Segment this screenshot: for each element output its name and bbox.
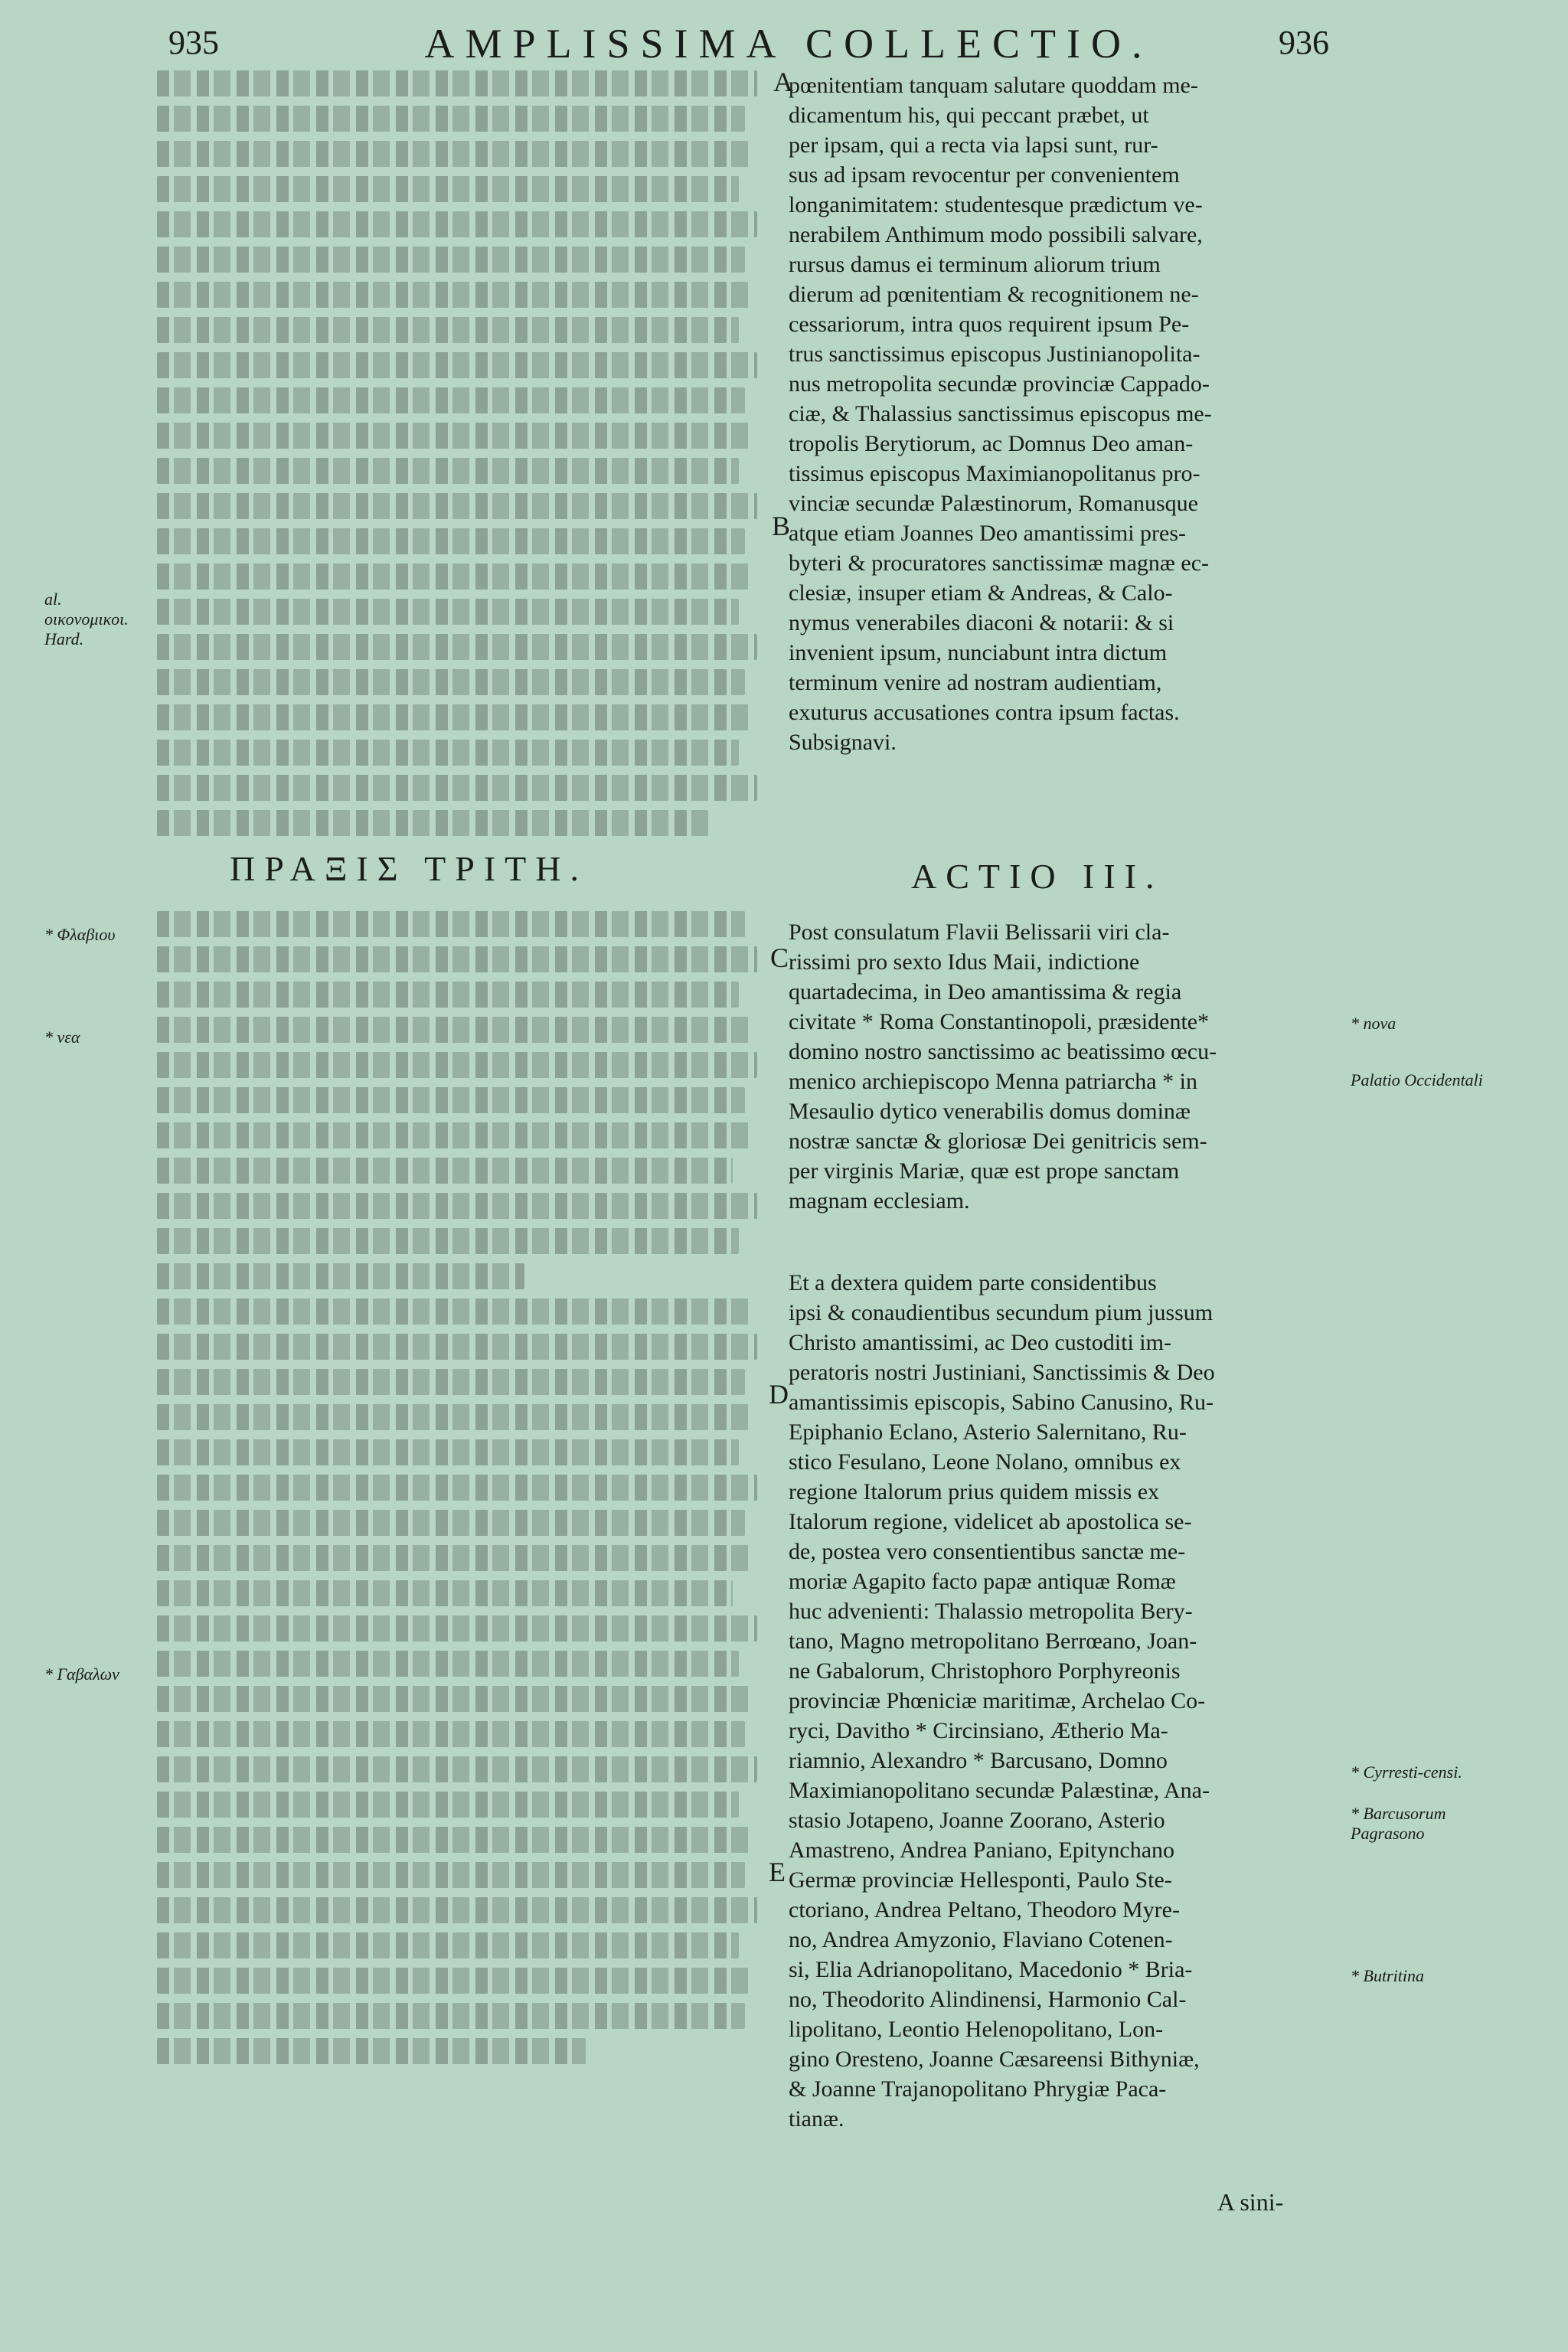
latin-text-line: & Joanne Trajanopolitano Phrygiæ Paca-: [789, 2076, 1167, 2102]
latin-text-line: si, Elia Adrianopolitano, Macedonio * Bria-: [789, 1957, 1193, 1982]
margin-note-left-2: * Φλαβιου: [44, 925, 116, 944]
greek-text-line: [157, 564, 751, 590]
latin-text-line: stasio Jotapeno, Joanne Zoorano, Asterio: [789, 1808, 1165, 1833]
greek-text-line: [157, 704, 751, 730]
latin-text-line: civitate * Roma Constantinopoli, præsidente*: [789, 1009, 1210, 1034]
margin-letter-e: E: [769, 1857, 786, 1887]
latin-column-bottom: [789, 1268, 1340, 2134]
greek-text-line: [157, 458, 739, 484]
latin-text-line: moriæ Agapito facto papæ antiquæ Romæ: [789, 1569, 1176, 1594]
latin-text-line: longanimitatem: studentesque prædictum ve-: [789, 192, 1203, 217]
greek-text-line: [157, 493, 757, 519]
greek-text-line: [157, 599, 739, 625]
latin-text-line: tissimus episcopus Maximianopolitanus pro-: [789, 461, 1200, 486]
latin-text-line: Post consulatum Flavii Belissarii viri cla-: [789, 920, 1170, 945]
greek-text-line: [157, 317, 739, 343]
greek-text-line: [157, 1756, 757, 1782]
latin-text-line: Et a dextera quidem parte considentibus: [789, 1270, 1157, 1295]
margin-note-left-4: * Γαβαλων: [44, 1664, 119, 1684]
latin-text-line: provinciæ Phœniciæ maritimæ, Archelao Co-: [789, 1688, 1206, 1713]
latin-text-line: Epiphanio Eclano, Asterio Salernitano, Ru-: [789, 1419, 1187, 1445]
latin-text-line: tropolis Berytiorum, ac Domnus Deo aman-: [789, 431, 1194, 456]
latin-text-line: magnam ecclesiam.: [789, 1188, 970, 1214]
latin-text-line: vinciæ secundæ Palæstinorum, Romanusque: [789, 491, 1198, 516]
greek-text-line: [157, 387, 745, 413]
greek-text-line: [157, 1475, 757, 1501]
latin-text-line: gino Oresteno, Joanne Cæsareensi Bithyniæ,: [789, 2047, 1200, 2072]
latin-text-line: trus sanctissimus episcopus Justinianopolita-: [789, 341, 1200, 367]
margin-letter-a: A: [773, 67, 793, 97]
latin-text-line: atque etiam Joannes Deo amantissimi pres-: [789, 521, 1187, 546]
page-header: [0, 15, 1568, 69]
latin-text-line: riamnio, Alexandro * Barcusano, Domno: [789, 1748, 1168, 1773]
greek-text-line: [157, 211, 757, 237]
greek-text-line: [157, 911, 745, 937]
greek-text-line: [157, 352, 757, 378]
greek-text-line: [157, 247, 745, 273]
greek-text-line: [157, 1651, 739, 1677]
margin-letter-c: C: [770, 942, 789, 973]
margin-note-right-5: * Butritina: [1351, 1966, 1424, 1985]
latin-text-line: terminum venire ad nostram audientiam,: [789, 670, 1162, 695]
latin-text-line: Christo amantissimi, ac Deo custoditi im-: [789, 1330, 1171, 1355]
latin-text-line: peratoris nostri Justiniani, Sanctissimis & Deo: [789, 1360, 1215, 1385]
greek-text-line: [157, 1404, 751, 1430]
greek-text-line: [157, 1968, 751, 1994]
greek-text-line: [157, 740, 739, 766]
greek-column-bottom: [157, 911, 769, 2073]
greek-text-line: [157, 1158, 733, 1184]
greek-text-line: [157, 1122, 751, 1148]
greek-text-line: [157, 2003, 745, 2029]
greek-text-line: [157, 1897, 757, 1923]
greek-text-line: [157, 775, 757, 801]
greek-text-line: [157, 946, 757, 972]
greek-text-line: [157, 1721, 745, 1747]
greek-text-line: [157, 528, 745, 554]
latin-text-line: amantissimis episcopis, Sabino Canusino, Ru-: [789, 1390, 1214, 1415]
greek-text-line: [157, 106, 745, 132]
margin-note-right-1: * nova: [1351, 1014, 1396, 1033]
greek-text-line: [157, 1298, 751, 1325]
latin-text-line: ryci, Davitho * Circinsiano, Ætherio Ma-: [789, 1718, 1168, 1743]
margin-note-left-3: * νεα: [44, 1027, 80, 1047]
greek-text-line: [157, 1580, 733, 1606]
margin-note-right-2: Palatio Occidentali: [1351, 1070, 1483, 1089]
margin-letter-d: D: [769, 1379, 789, 1410]
greek-text-line: [157, 1334, 757, 1360]
latin-text-line: clesiæ, insuper etiam & Andreas, & Calo-: [789, 580, 1173, 606]
greek-text-line: [157, 634, 757, 660]
greek-text-line: [157, 982, 739, 1008]
latin-text-line: nus metropolita secundæ provinciæ Cappado-: [789, 371, 1210, 397]
latin-text-line: Italorum regione, videlicet ab apostolica se-: [789, 1509, 1192, 1534]
latin-text-line: ciæ, & Thalassius sanctissimus episcopus me-: [789, 401, 1212, 426]
latin-text-line: domino nostro sanctissimo ac beatissimo œcu-: [789, 1039, 1217, 1064]
latin-text-line: lipolitano, Leontio Helenopolitano, Lon-: [789, 2017, 1164, 2042]
greek-text-line: [157, 282, 751, 308]
greek-text-line: [157, 1792, 739, 1818]
latin-text-line: ipsi & conaudientibus secundum pium jussum: [789, 1300, 1214, 1325]
page-number-left: 935: [168, 24, 219, 61]
latin-text-line: per ipsam, qui a recta via lapsi sunt, rur-: [789, 132, 1158, 158]
greek-column-top: [157, 70, 769, 845]
greek-text-line: [157, 70, 757, 96]
greek-text-line: [157, 1017, 751, 1043]
greek-text-line: [157, 1615, 757, 1642]
latin-text-line: Subsignavi.: [789, 730, 897, 755]
latin-text-line: quartadecima, in Deo amantissima & regia: [789, 979, 1182, 1004]
latin-text-line: invenient ipsum, nunciabunt intra dictum: [789, 640, 1168, 665]
latin-text-line: huc advenienti: Thalassio metropolita Bery-: [789, 1599, 1193, 1624]
latin-text-line: pœnitentiam tanquam salutare quoddam me-: [789, 73, 1198, 98]
greek-text-line: [157, 1087, 745, 1113]
latin-text-line: tano, Magno metropolitano Berrœano, Joan-: [789, 1628, 1197, 1654]
latin-text-line: sus ad ipsam revocentur per convenientem: [789, 162, 1180, 188]
greek-text-line: [157, 1510, 745, 1536]
latin-text-line: rursus damus ei terminum aliorum trium: [789, 252, 1161, 277]
greek-text-line: [157, 1228, 739, 1254]
latin-text-line: cessariorum, intra quos requirent ipsum Pe-: [789, 312, 1190, 337]
latin-text-line: regione Italorum prius quidem missis ex: [789, 1479, 1160, 1504]
latin-text-line: Mesaulio dytico venerabilis domus dominæ: [789, 1099, 1191, 1124]
latin-text-line: Amastreno, Andrea Paniano, Epitynchano: [789, 1838, 1175, 1863]
margin-letter-b: B: [772, 511, 791, 541]
greek-text-line: [157, 1052, 757, 1078]
greek-text-line: [157, 669, 745, 695]
latin-text-line: per virginis Mariæ, quæ est prope sanctam: [789, 1158, 1180, 1184]
margin-note-left-1: al. οικονομικοι. Hard.: [44, 590, 129, 648]
greek-text-line: [157, 141, 751, 167]
latin-text-line: nostræ sanctæ & gloriosæ Dei genitricis sem-: [789, 1129, 1207, 1154]
latin-column-top: [789, 70, 1340, 757]
latin-text-line: ne Gabalorum, Christophoro Porphyreonis: [789, 1658, 1181, 1684]
latin-text-line: exuturus accusationes contra ipsum factas.: [789, 700, 1180, 725]
latin-text-line: rissimi pro sexto Idus Maii, indictione: [789, 949, 1140, 975]
latin-text-line: no, Theodorito Alindinensi, Harmonio Cal-: [789, 1987, 1187, 2012]
latin-text-line: Maximianopolitano secundæ Palæstinæ, Ana-: [789, 1778, 1210, 1803]
margin-note-right-3: * Cyrresti-censi.: [1351, 1762, 1462, 1782]
greek-text-line: [157, 810, 708, 836]
greek-text-line: [157, 1827, 751, 1853]
greek-text-line: [157, 2038, 586, 2064]
latin-text-line: ctoriano, Andrea Peltano, Theodoro Myre-: [789, 1897, 1180, 1922]
greek-text-line: [157, 423, 751, 449]
greek-section-heading: ΠΡΑΞΙΣ ΤΡΙΤΗ.: [230, 849, 589, 888]
greek-text-line: [157, 1545, 751, 1571]
greek-text-line: [157, 1263, 524, 1289]
greek-text-line: [157, 1439, 739, 1465]
greek-text-line: [157, 1193, 757, 1219]
latin-text-line: nerabilem Anthimum modo possibili salvare,: [789, 222, 1203, 247]
margin-note-right-4: * Barcusorum Pagrasono: [1351, 1804, 1446, 1843]
latin-text-line: nymus venerabiles diaconi & notarii: & si: [789, 610, 1174, 635]
latin-text-line: de, postea vero consentientibus sanctæ me-: [789, 1539, 1186, 1564]
latin-text-line: byteri & procuratores sanctissimæ magnæ ec-: [789, 550, 1210, 576]
latin-text-line: Germæ provinciæ Hellesponti, Paulo Ste-: [789, 1867, 1172, 1893]
latin-text-line: no, Andrea Amyzonio, Flaviano Cotenen-: [789, 1927, 1173, 1952]
latin-text-line: menico archiepiscopo Menna patriarcha * in: [789, 1069, 1197, 1094]
greek-text-line: [157, 1369, 745, 1395]
latin-text-line: stico Fesulano, Leone Nolano, omnibus ex: [789, 1449, 1181, 1475]
latin-text-line: tianæ.: [789, 2106, 844, 2132]
greek-text-line: [157, 1686, 751, 1712]
greek-text-line: [157, 1862, 745, 1888]
greek-text-line: [157, 1932, 739, 1958]
running-title: AMPLISSIMA COLLECTIO.: [424, 21, 1153, 67]
greek-text-line: [157, 176, 739, 202]
latin-column-middle: [789, 917, 1340, 1216]
latin-text-line: dicamentum his, qui peccant præbet, ut: [789, 103, 1149, 128]
latin-section-heading: ACTIO III.: [911, 857, 1164, 896]
latin-text-line: dierum ad pœnitentiam & recognitionem ne-: [789, 282, 1199, 307]
page-number-right: 936: [1279, 24, 1329, 61]
catchword: A sini-: [1217, 2188, 1284, 2216]
